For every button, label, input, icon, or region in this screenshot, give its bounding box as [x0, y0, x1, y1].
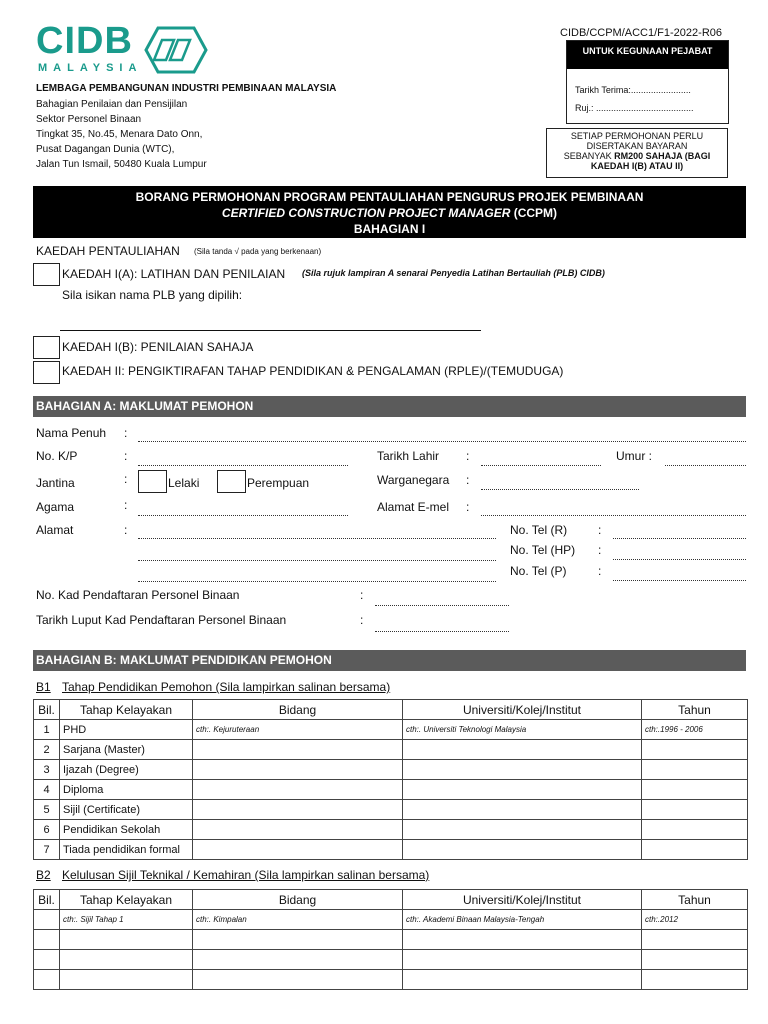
- notice-line: SETIAP PERMOHONAN PERLU: [570, 131, 704, 141]
- row-number: [34, 910, 60, 930]
- colon: :: [360, 588, 364, 602]
- form-title-banner: [33, 186, 746, 238]
- b2-certificate-table: [33, 889, 748, 990]
- table-row: [34, 840, 748, 860]
- address-line: Bahagian Penilaian dan Pensijilan: [36, 99, 188, 110]
- row-number: 4: [34, 780, 60, 800]
- method-hint: (Sila tanda √ pada yang berkenaan): [194, 247, 322, 256]
- institution-cell[interactable]: [403, 950, 642, 970]
- b1-education-table: [33, 699, 748, 860]
- male-label: Lelaki: [168, 476, 200, 490]
- table-header-row: [34, 700, 748, 720]
- cidb-emblem-icon: [144, 26, 208, 74]
- table-row: [34, 930, 748, 950]
- female-label: Perempuan: [247, 476, 310, 490]
- tel-hp-label: No. Tel (HP): [510, 543, 576, 557]
- tel-hp-input[interactable]: [613, 559, 746, 560]
- field-cell[interactable]: [193, 780, 403, 800]
- organization-address: [36, 97, 207, 172]
- dob-input[interactable]: [481, 465, 601, 466]
- col-header-institution: Universiti/Kolej/Institut: [403, 700, 642, 720]
- field-cell[interactable]: [193, 820, 403, 840]
- year-cell[interactable]: [642, 840, 748, 860]
- col-header-bil: Bil.: [34, 890, 60, 910]
- reference-field[interactable]: Ruj.: .......................................: [575, 103, 694, 113]
- notice-amount: RM200 SAHAJA (BAGI: [614, 151, 711, 161]
- plb-prompt: Sila isikan nama PLB yang dipilih:: [62, 288, 243, 302]
- qualification-cell: Diploma: [60, 780, 193, 800]
- tel-r-label: No. Tel (R): [510, 523, 568, 537]
- address-input-line-1[interactable]: [138, 538, 496, 539]
- tel-p-label: No. Tel (P): [510, 564, 567, 578]
- address-line: Pusat Dagangan Dunia (WTC),: [36, 144, 175, 155]
- address-line: Tingkat 35, No.45, Menara Dato Onn,: [36, 129, 203, 140]
- logo-subtext: MALAYSIA: [38, 62, 143, 74]
- table-row: [34, 740, 748, 760]
- full-name-input[interactable]: [138, 441, 746, 442]
- qualification-cell[interactable]: [60, 970, 193, 990]
- b2-title: Kelulusan Sijil Teknikal / Kemahiran (Sila lampirkan salinan bersama): [62, 868, 430, 882]
- qualification-cell: Sarjana (Master): [60, 740, 193, 760]
- colon: :: [124, 426, 128, 440]
- year-cell[interactable]: cth:.1996 - 2006: [642, 720, 748, 740]
- section-b-header: BAHAGIAN B: MAKLUMAT PENDIDIKAN PEMOHON: [33, 650, 746, 671]
- table-row: [34, 800, 748, 820]
- institution-cell[interactable]: cth:. Akademi Binaan Malaysia-Tengah: [403, 910, 642, 930]
- table-row: [34, 950, 748, 970]
- method-1a-checkbox[interactable]: [33, 263, 60, 286]
- qualification-cell: PHD: [60, 720, 193, 740]
- notice-line: [547, 151, 727, 161]
- year-cell[interactable]: [642, 820, 748, 840]
- col-header-qualification: Tahap Kelayakan: [60, 890, 193, 910]
- row-number: 5: [34, 800, 60, 820]
- dob-label: Tarikh Lahir: [377, 449, 440, 463]
- colon: :: [124, 449, 128, 463]
- address-line: Sektor Personel Binaan: [36, 114, 142, 125]
- qualification-cell[interactable]: cth:. Sijil Tahap 1: [60, 910, 193, 930]
- female-checkbox[interactable]: [217, 470, 246, 493]
- citizenship-input[interactable]: [481, 489, 639, 490]
- address-label: Alamat: [36, 523, 74, 537]
- method-2-checkbox[interactable]: [33, 361, 60, 384]
- col-header-qualification: Tahap Kelayakan: [60, 700, 193, 720]
- institution-cell[interactable]: [403, 970, 642, 990]
- colon: :: [598, 523, 602, 537]
- qualification-cell: Sijil (Certificate): [60, 800, 193, 820]
- row-number: 6: [34, 820, 60, 840]
- institution-cell[interactable]: [403, 930, 642, 950]
- row-number: [34, 950, 60, 970]
- section-a-header: BAHAGIAN A: MAKLUMAT PEMOHON: [33, 396, 746, 417]
- year-cell[interactable]: [642, 930, 748, 950]
- year-cell[interactable]: [642, 740, 748, 760]
- table-row: [34, 760, 748, 780]
- b2-code: B2: [36, 868, 51, 882]
- card-expiry-label: Tarikh Luput Kad Pendaftaran Personel Binaan: [36, 613, 287, 627]
- notice-line: KAEDAH I(B) ATAU II): [590, 161, 684, 171]
- qualification-cell: Ijazah (Degree): [60, 760, 193, 780]
- field-cell[interactable]: cth:. Kejuruteraan: [193, 720, 403, 740]
- year-cell[interactable]: [642, 760, 748, 780]
- colon: :: [598, 543, 602, 557]
- field-cell[interactable]: [193, 930, 403, 950]
- row-number: 2: [34, 740, 60, 760]
- institution-cell[interactable]: [403, 840, 642, 860]
- b1-code: B1: [36, 680, 51, 694]
- field-cell[interactable]: [193, 740, 403, 760]
- method-1b-checkbox[interactable]: [33, 336, 60, 359]
- col-header-field: Bidang: [193, 890, 403, 910]
- method-title: KAEDAH PENTAULIAHAN: [36, 244, 180, 258]
- email-label: Alamat E-mel: [377, 500, 450, 514]
- field-cell[interactable]: cth:. Kimpalan: [193, 910, 403, 930]
- col-header-field: Bidang: [193, 700, 403, 720]
- age-input[interactable]: [665, 465, 746, 466]
- notice-prefix: SEBANYAK: [563, 151, 615, 161]
- field-cell[interactable]: [193, 840, 403, 860]
- address-line: Jalan Tun Ismail, 50480 Kuala Lumpur: [36, 159, 207, 170]
- received-date-field[interactable]: Tarikh Terima:........................: [575, 85, 691, 95]
- colon: :: [124, 523, 128, 537]
- logo-text: CIDB: [36, 20, 133, 62]
- payment-notice: [546, 128, 728, 178]
- qualification-cell[interactable]: [60, 950, 193, 970]
- address-input-line-2[interactable]: [138, 560, 496, 561]
- table-row: [34, 780, 748, 800]
- row-number: [34, 970, 60, 990]
- field-cell[interactable]: [193, 800, 403, 820]
- field-cell[interactable]: [193, 970, 403, 990]
- religion-input[interactable]: [138, 515, 348, 516]
- colon: :: [466, 449, 470, 463]
- form-subtitle: [33, 205, 746, 221]
- age-label: Umur :: [616, 449, 652, 463]
- row-number: [34, 930, 60, 950]
- card-number-input[interactable]: [375, 605, 509, 606]
- colon: :: [466, 500, 470, 514]
- colon: :: [360, 613, 364, 627]
- address-input-line-3[interactable]: [138, 581, 496, 582]
- row-number: 7: [34, 840, 60, 860]
- card-number-label: No. Kad Pendaftaran Personel Binaan: [36, 588, 240, 602]
- full-name-label: Nama Penuh: [36, 426, 107, 440]
- year-cell[interactable]: cth:.2012: [642, 910, 748, 930]
- field-cell[interactable]: [193, 950, 403, 970]
- row-number: 1: [34, 720, 60, 740]
- tel-r-input[interactable]: [613, 538, 746, 539]
- notice-line: DISERTAKAN BAYARAN: [586, 141, 688, 151]
- qualification-cell: Tiada pendidikan formal: [60, 840, 193, 860]
- col-header-year: Tahun: [642, 890, 748, 910]
- colon: :: [598, 564, 602, 578]
- form-subtitle-italic: CERTIFIED CONSTRUCTION PROJECT MANAGER: [221, 206, 511, 220]
- method-1b-label: KAEDAH I(B): PENILAIAN SAHAJA: [62, 340, 254, 354]
- form-part: BAHAGIAN I: [353, 222, 426, 236]
- table-row: [34, 820, 748, 840]
- row-number: 3: [34, 760, 60, 780]
- table-row: [34, 910, 748, 930]
- tel-p-input[interactable]: [613, 580, 746, 581]
- ic-label: No. K/P: [36, 449, 78, 463]
- colon: :: [124, 498, 128, 512]
- colon: :: [124, 472, 128, 486]
- ic-input[interactable]: [138, 465, 348, 466]
- document-code: CIDB/CCPM/ACC1/F1-2022-R06: [560, 27, 722, 39]
- col-header-bil: Bil.: [34, 700, 60, 720]
- table-row: [34, 970, 748, 990]
- col-header-year: Tahun: [642, 700, 748, 720]
- year-cell[interactable]: [642, 970, 748, 990]
- qualification-cell[interactable]: [60, 930, 193, 950]
- year-cell[interactable]: [642, 780, 748, 800]
- organization-name: LEMBAGA PEMBANGUNAN INDUSTRI PEMBINAAN MALAYSIA: [36, 83, 337, 94]
- year-cell[interactable]: [642, 950, 748, 970]
- institution-cell[interactable]: [403, 820, 642, 840]
- institution-cell[interactable]: [403, 780, 642, 800]
- gender-label: Jantina: [36, 476, 75, 490]
- method-1a-note: (Sila rujuk lampiran A senarai Penyedia Latihan Bertauliah (PLB) CIDB): [302, 268, 605, 278]
- institution-cell[interactable]: [403, 800, 642, 820]
- institution-cell[interactable]: [403, 740, 642, 760]
- method-2-label: KAEDAH II: PENGIKTIRAFAN TAHAP PENDIDIKAN & PENGALAMAN (RPLE)/(TEMUDUGA): [62, 364, 564, 378]
- institution-cell[interactable]: [403, 760, 642, 780]
- cidb-logo: [36, 20, 211, 78]
- plb-name-input[interactable]: [60, 330, 481, 331]
- office-use-box: [566, 40, 729, 124]
- form-subtitle-rest: (CCPM): [510, 206, 558, 220]
- card-expiry-input[interactable]: [375, 631, 509, 632]
- institution-cell[interactable]: cth:. Universiti Teknologi Malaysia: [403, 720, 642, 740]
- table-header-row: [34, 890, 748, 910]
- religion-label: Agama: [36, 500, 75, 514]
- qualification-cell: Pendidikan Sekolah: [60, 820, 193, 840]
- year-cell[interactable]: [642, 800, 748, 820]
- email-input[interactable]: [481, 515, 746, 516]
- office-use-title: UNTUK KEGUNAAN PEJABAT: [567, 41, 728, 69]
- form-title: BORANG PERMOHONAN PROGRAM PENTAULIAHAN PENGURUS PROJEK PEMBINAAN: [135, 190, 644, 204]
- method-1a-label: KAEDAH I(A): LATIHAN DAN PENILAIAN: [62, 267, 286, 281]
- colon: :: [466, 473, 470, 487]
- field-cell[interactable]: [193, 760, 403, 780]
- table-row: [34, 720, 748, 740]
- citizenship-label: Warganegara: [377, 473, 450, 487]
- male-checkbox[interactable]: [138, 470, 167, 493]
- col-header-institution: Universiti/Kolej/Institut: [403, 890, 642, 910]
- b1-title: Tahap Pendidikan Pemohon (Sila lampirkan salinan bersama): [62, 680, 391, 694]
